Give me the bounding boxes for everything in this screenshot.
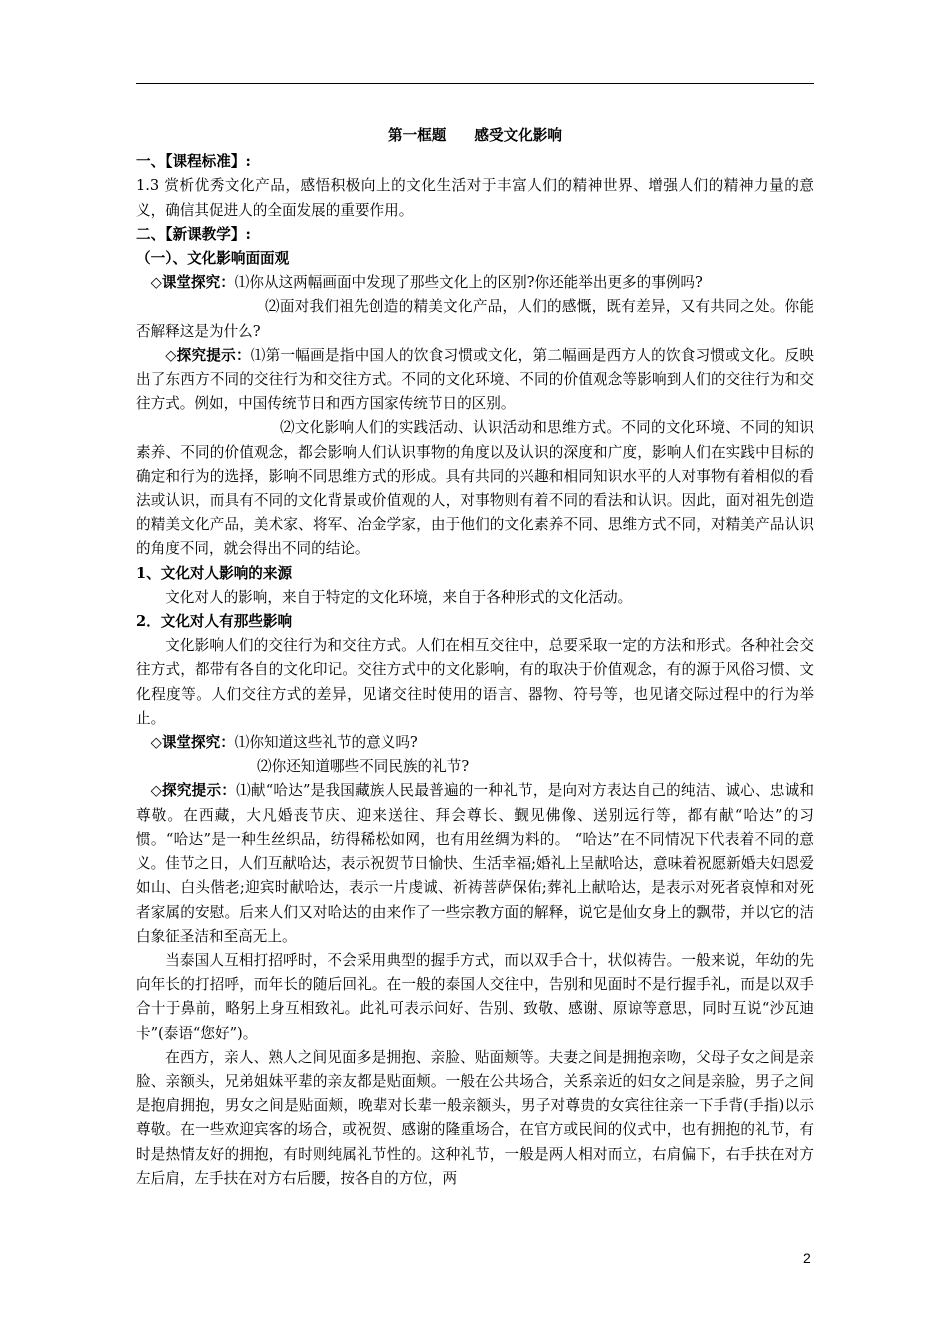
point-text-1: 文化对人的影响，来自于特定的文化环境，来自于各种形式的文化活动。 xyxy=(165,588,633,606)
section-heading-standards: 一、【课程标准】: xyxy=(136,153,251,171)
header-rule xyxy=(136,83,814,84)
section-heading-new-lesson: 二、【新课教学】: xyxy=(136,225,251,243)
standards-text: 1.3 赏析优秀文化产品，感悟积极向上的文化生活对于丰富人们的精神世界、增强人们的精神力量的意义，确信其促进人的全面发展的重要作用。 xyxy=(136,177,814,219)
hint2-paragraph-1: ◇探究提示：⑴献“哈达”是我国藏族人民最普遍的一种礼节，是向对方表达自己的纯洁、诚心、忠诚和尊敬。在西藏，大凡婚丧节庆、迎来送往、拜会尊长、觐见佛像、送别远行等，都有献“哈达”的习惯。“哈达”是一种生丝织品，纺得稀松如网，也有用丝绸为料的。 “哈达”在不同情况下代表着不同的意义。佳节之日，人们互献哈达，表示祝贺节日愉快、生活幸福;婚礼上呈献哈达，意味着祝愿新婚夫妇恩爱如山、白头偕老;迎宾时献哈达，表示一片虔诚、祈祷菩萨保佑;葬礼上献哈达，是表示对死者哀悼和对死者家属的安慰。后来人们又对哈达的由来作了一些宗教方面的解释，说它是仙女身上的飘带，并以它的洁白象征圣洁和至高无上。 xyxy=(136,782,814,945)
hint-paragraph-1: ◇探究提示：⑴第一幅画是指中国人的饮食习惯或文化，第二幅画是西方人的饮食习惯或文化。反映出了东西方不同的交往行为和交往方式。不同的文化环境、不同的价值观念等影响到人们的交往行为和交往方式。例如，中国传统节日和西方国家传统节日的区别。 xyxy=(136,346,814,413)
subsection-heading: （一）、文化影响面面观 xyxy=(136,250,290,268)
page-number: 2 xyxy=(803,1250,811,1266)
point-heading-1: 1、文化对人影响的来源 xyxy=(136,564,293,582)
western-greeting-paragraph: 在西方，亲人、熟人之间见面多是拥抱、亲脸、贴面颊等。夫妻之间是拥抱亲吻，父母子女之间是亲脸、亲额头，兄弟姐妹平辈的亲友都是贴面颊。一般在公共场合，关系亲近的妇女之间是亲脸，男子之间是抱肩拥抱，男女之间是贴面颊，晚辈对长辈一般亲额头，男子对尊贵的女宾往往亲一下手背(手指)以示尊敬。在一些欢迎宾客的场合，或祝贺、感谢的隆重场合，在官方或民间的仪式中，也有拥抱的礼节，有时是热情友好的拥抱，有时则纯属礼节性的。这种礼节，一般是两人相对而立，右肩偏下，右手扶在对方左后肩，左手扶在对方右后腰，按各自的方位，两 xyxy=(136,1048,814,1187)
explore2-question-1: ◇课堂探究：⑴你知道这些礼节的意义吗? xyxy=(150,734,418,752)
hint-paragraph-2: ⑵文化影响人们的实践活动、认识活动和思维方式。不同的文化环境、不同的知识素养、不同的价值观念，都会影响人们认识事物的角度以及认识的深度和广度，影响人们在实践中目标的确定和行为的选择，影响不同思维方式的形成。具有共同的兴趣和相同知识水平的人对事物有着相似的看法或认识，而具有不同的文化背景或价值观的人，对事物则有着不同的看法和认识。因此，面对祖先创造的精美文化产品，美术家、将军、冶金学家，由于他们的文化素养不同、思维方式不同，对精美产品认识的角度不同，就会得出不同的结论。 xyxy=(136,419,814,558)
thai-greeting-paragraph: 当泰国人互相打招呼时，不会采用典型的握手方式，而以双手合十，状似祷告。一般来说，年幼的先向年长的打招呼，而年长的随后回礼。在一般的泰国人交往中，告别和见面时不是行握手礼，而是以双手合十于鼻前，略躬上身互相致礼。此礼可表示问好、告别、致敬、感谢、原谅等意思，同时互说“沙瓦迪卡”(泰语“您好”)。 xyxy=(136,951,814,1042)
document-body xyxy=(136,124,814,1191)
point-text-2: 文化影响人们的交往行为和交往方式。人们在相互交往中，总要采取一定的方法和形式。各种社会交往方式，都带有各自的文化印记。交往方式中的文化影响，有的取决于价值观念，有的源于风俗习惯、文化程度等。人们交往方式的差异，见诸交往时使用的语言、器物、符号等，也见诸交际过程中的行为举止。 xyxy=(136,637,814,727)
explore2-question-2: ⑵你还知道哪些不同民族的礼节? xyxy=(257,758,470,776)
point-heading-2: 2．文化对人有那些影响 xyxy=(136,613,293,631)
explore-question-2: ⑵面对我们祖先创造的精美文化产品，人们的感慨，既有差异，又有共同之处。你能否解释这是为什么? xyxy=(136,298,814,340)
doc-title: 第一框题 感受文化影响 xyxy=(388,127,562,144)
explore-question-1: ◇课堂探究：⑴你从这两幅画面中发现了那些文化上的区别?你还能举出更多的事例吗? xyxy=(150,274,703,292)
